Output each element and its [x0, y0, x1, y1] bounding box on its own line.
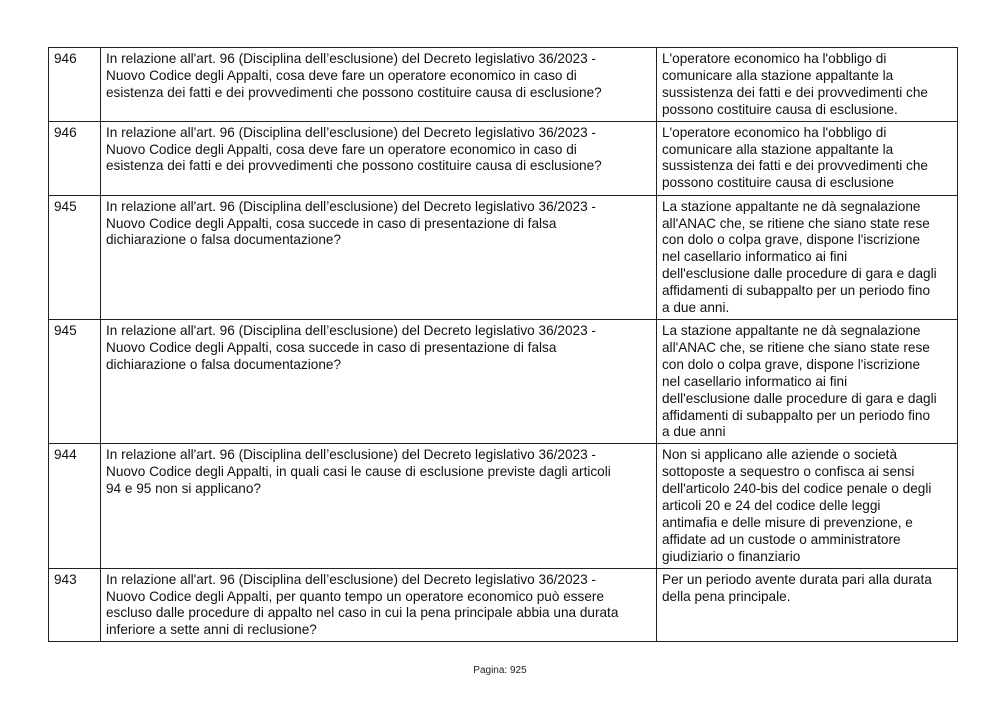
answer-line: affidamenti di subappalto per un periodo fino [662, 283, 931, 299]
answer-line: a due anni. [662, 300, 730, 316]
answer-line: affidate ad un custode o amministratore [662, 531, 901, 547]
question-line: esistenza dei fatti e dei provvedimenti che possono costituire causa di esclusione? [106, 84, 602, 100]
question-number: 946 [49, 48, 101, 122]
question-line: Nuovo Codice degli Appalti, cosa succede in caso di presentazione di falsa [106, 339, 557, 355]
answer-text [657, 48, 958, 122]
answer-line: all'ANAC che, se ritiene che siano state rese [662, 215, 930, 231]
question-line: In relazione all'art. 96 (Disciplina dell’esclusione) del Decreto legislativo 36/2023 - [106, 571, 596, 587]
question-text [101, 444, 657, 568]
answer-line: possono costituire causa di esclusione [662, 175, 894, 191]
question-line: esistenza dei fatti e dei provvedimenti che possono costituire causa di esclusione? [106, 158, 602, 174]
answer-text [657, 319, 958, 443]
question-text [101, 121, 657, 195]
answer-line: Non si applicano alle aziende o società [662, 447, 898, 463]
question-number: 945 [49, 195, 101, 319]
question-line: In relazione all'art. 96 (Disciplina dell’esclusione) del Decreto legislativo 36/2023 - [106, 322, 596, 338]
answer-line: sussistenza dei fatti e dei provvedimenti che [662, 158, 928, 174]
answer-line: comunicare alla stazione appaltante la [662, 141, 894, 157]
answer-line: L'operatore economico ha l'obbligo di [662, 51, 887, 66]
answer-line: con dolo o colpa grave, dispone l'iscrizione [662, 232, 921, 248]
table-row [49, 319, 958, 443]
answer-line: La stazione appaltante ne dà segnalazione [662, 322, 921, 338]
answer-line: giudiziario o finanziario [662, 548, 801, 564]
answer-line: Per un periodo avente durata pari alla durata [662, 571, 932, 587]
answer-line: affidamenti di subappalto per un periodo fino [662, 407, 931, 423]
answer-text [657, 121, 958, 195]
question-line: escluso dalle procedure di appalto nel caso in cui la pena principale abbia una durata [106, 605, 619, 621]
table-row [49, 444, 958, 568]
answer-line: dell'esclusione dalle procedure di gara e dagli [662, 266, 937, 282]
answer-line: della pena principale. [662, 588, 791, 604]
question-line: Nuovo Codice degli Appalti, in quali casi le cause di esclusione previste dagli articoli [106, 464, 611, 480]
answer-line: a due anni [662, 424, 726, 440]
answer-line: possono costituire causa di esclusione. [662, 101, 898, 117]
question-number: 946 [49, 121, 101, 195]
question-line: In relazione all'art. 96 (Disciplina dell’esclusione) del Decreto legislativo 36/2023 - [106, 447, 596, 463]
answer-text [657, 568, 958, 642]
question-line: dichiarazione o falsa documentazione? [106, 356, 342, 372]
answer-line: all'ANAC che, se ritiene che siano state rese [662, 339, 930, 355]
answer-line: La stazione appaltante ne dà segnalazione [662, 198, 921, 214]
answer-line: dell'esclusione dalle procedure di gara e dagli [662, 390, 937, 406]
question-line: Nuovo Codice degli Appalti, cosa deve fare un operatore economico in caso di [106, 141, 577, 157]
question-text [101, 48, 657, 122]
question-number: 944 [49, 444, 101, 568]
answer-line: dell'articolo 240-bis del codice penale o degli [662, 481, 932, 497]
answer-text [657, 444, 958, 568]
answer-line: antimafia e delle misure di prevenzione, e [662, 514, 913, 530]
question-line: inferiore a sette anni di reclusione? [106, 622, 317, 638]
answer-line: con dolo o colpa grave, dispone l'iscrizione [662, 356, 921, 372]
question-line: In relazione all'art. 96 (Disciplina dell’esclusione) del Decreto legislativo 36/2023 - [106, 198, 596, 214]
table-row [49, 121, 958, 195]
question-text [101, 568, 657, 642]
answer-line: nel casellario informatico ai fini [662, 249, 848, 265]
question-line: In relazione all'art. 96 (Disciplina dell’esclusione) del Decreto legislativo 36/2023 - [106, 51, 596, 66]
question-line: Nuovo Codice degli Appalti, per quanto tempo un operatore economico può essere [106, 588, 605, 604]
answer-text [657, 195, 958, 319]
table-row [49, 568, 958, 642]
question-line: Nuovo Codice degli Appalti, cosa deve fare un operatore economico in caso di [106, 67, 577, 83]
answer-line: nel casellario informatico ai fini [662, 373, 848, 389]
question-line: dichiarazione o falsa documentazione? [106, 232, 342, 248]
question-line: Nuovo Codice degli Appalti, cosa succede in caso di presentazione di falsa [106, 215, 557, 231]
question-line: In relazione all'art. 96 (Disciplina dell’esclusione) del Decreto legislativo 36/2023 - [106, 124, 596, 140]
question-number: 943 [49, 568, 101, 642]
answer-line: comunicare alla stazione appaltante la [662, 67, 894, 83]
question-line: 94 e 95 non si applicano? [106, 481, 261, 497]
answer-line: sussistenza dei fatti e dei provvedimenti che [662, 84, 928, 100]
page-number: Pagina: 925 [473, 665, 527, 676]
table-row [49, 195, 958, 319]
answer-line: L'operatore economico ha l'obbligo di [662, 124, 887, 140]
answer-line: articoli 20 e 24 del codice delle leggi [662, 498, 881, 514]
answer-line: sottoposte a sequestro o confisca ai sensi [662, 464, 915, 480]
question-number: 945 [49, 319, 101, 443]
question-text [101, 195, 657, 319]
table-row [49, 48, 958, 122]
qa-table [48, 47, 958, 642]
question-text [101, 319, 657, 443]
